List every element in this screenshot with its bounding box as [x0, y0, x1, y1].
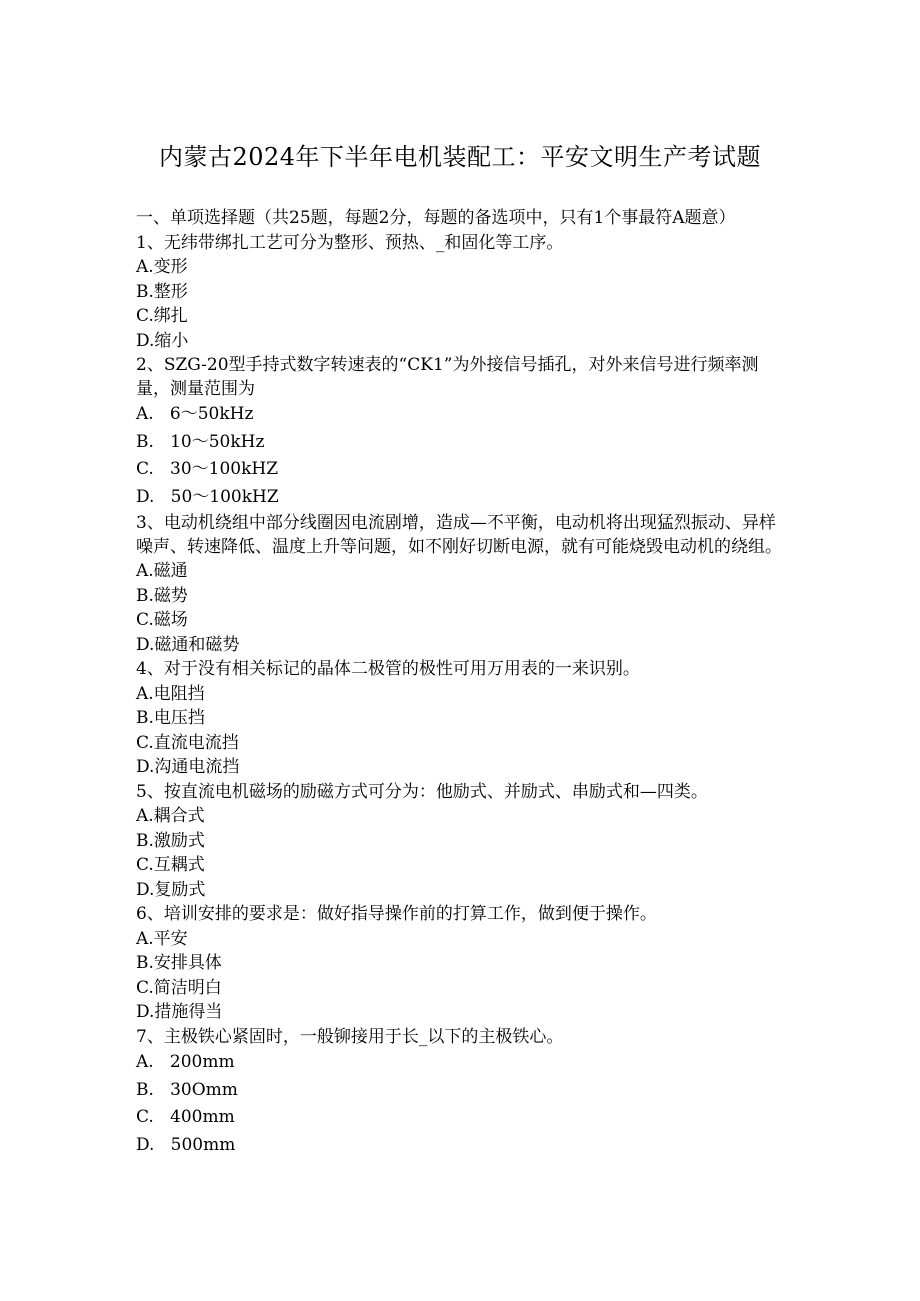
option-c: C.简洁明白	[136, 977, 222, 998]
option-d: D.措施得当	[136, 1002, 223, 1022]
option-d: D. 50～100kHZ	[136, 486, 279, 507]
option-a: A.电阻挡	[136, 683, 205, 704]
question-block	[136, 902, 786, 1025]
document-body	[136, 206, 786, 1159]
option-a: A. 200mm	[136, 1052, 235, 1072]
question-text: 2、SZG-20型手持式数字转速表的“CK1”为外接信号插孔，对外来信号进行频率测量，测量范围为	[136, 355, 759, 399]
option-b: B.整形	[136, 281, 188, 302]
option-a: A. 6～50kHz	[136, 404, 254, 424]
option-d: D.沟通电流挡	[136, 757, 240, 777]
option-a: A.耦合式	[136, 806, 205, 826]
question-block	[136, 353, 786, 511]
question-block	[136, 511, 786, 657]
document-title: 内蒙古2024年下半年电机装配工：平安文明生产考试题	[158, 143, 762, 171]
option-d: D.磁通和磁势	[136, 634, 240, 655]
question-text: 3、电动机绕组中部分线圈因电流剧增，造成—不平衡，电动机将出现猛烈振动、异样噪声、转速降低、温度上升等问题，如不刚好切断电源，就有可能烧毁电动机的绕组。	[136, 513, 782, 557]
question-text: 4、对于没有相关标记的晶体二极管的极性可用万用表的一来识别。	[136, 659, 640, 679]
option-a: A.变形	[136, 257, 188, 277]
option-b: B. 10～50kHz	[136, 431, 265, 452]
option-b: B. 30Omm	[136, 1079, 238, 1100]
question-block	[136, 1025, 786, 1160]
option-b: B.安排具体	[136, 953, 222, 973]
option-b: B.电压挡	[136, 708, 205, 728]
option-c: C.互耦式	[136, 855, 205, 875]
question-text: 5、按直流电机磁场的励磁方式可分为：他励式、并励式、串励式和—四类。	[136, 781, 708, 802]
option-a: A.磁通	[136, 561, 188, 581]
section-heading: 一、单项选择题（共25题，每题2分，每题的备选项中，只有1个事最符A题意）	[136, 208, 736, 228]
option-c: C.磁场	[136, 610, 188, 630]
option-c: C. 30～100kHZ	[136, 459, 279, 479]
option-c: C. 400mm	[136, 1107, 235, 1127]
option-d: D.缩小	[136, 330, 189, 351]
question-text: 1、无纬带绑扎工艺可分为整形、预热、_和固化等工序。	[136, 232, 564, 253]
option-d: D.复励式	[136, 879, 206, 900]
option-c: C.直流电流挡	[136, 732, 239, 753]
question-block	[136, 231, 786, 354]
question-text: 6、培训安排的要求是：做好指导操作前的打算工作，做到便于操作。	[136, 904, 657, 924]
option-a: A.平安	[136, 928, 188, 949]
question-block	[136, 780, 786, 903]
question-text: 7、主极铁心紧固时，一般铆接用于长_以下的主极铁心。	[136, 1026, 564, 1047]
option-b: B.激励式	[136, 830, 205, 851]
option-d: D. 500mm	[136, 1134, 236, 1155]
option-c: C.绑扎	[136, 306, 188, 326]
option-b: B.磁势	[136, 585, 188, 606]
question-block	[136, 657, 786, 780]
